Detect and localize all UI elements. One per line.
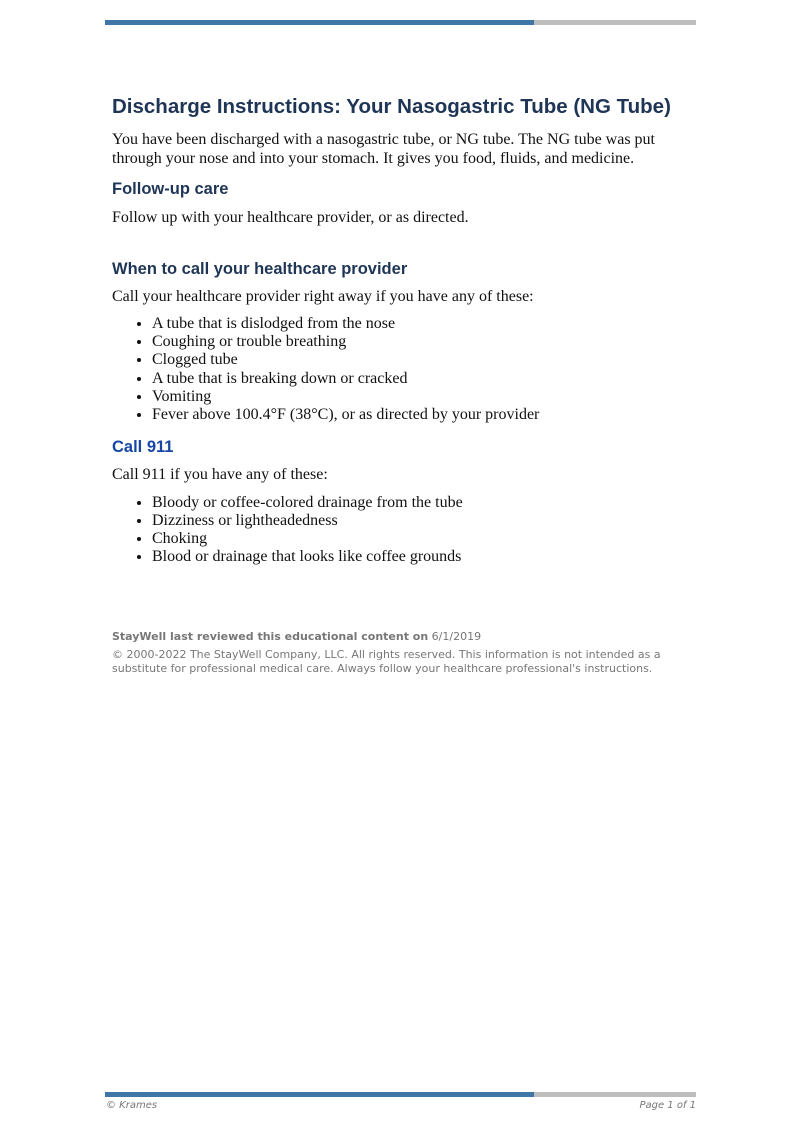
list-item: • Coughing or trouble breathing: [152, 333, 692, 351]
section-when-to-call: [112, 258, 692, 425]
section-heading-urgent: Call 911: [112, 438, 174, 457]
list-item: • A tube that is breaking down or cracked: [152, 370, 692, 388]
content-footer-note: [112, 630, 692, 676]
publisher-credit: © Krames: [106, 1100, 158, 1111]
review-label: StayWell last reviewed this educational content on: [112, 630, 429, 643]
review-date: 6/1/2019: [431, 630, 482, 643]
list-item: • Fever above 100.4°F (38°C), or as directed by your provider: [152, 406, 692, 424]
footer-bar-gray-segment: [534, 1092, 696, 1097]
list-item: • Dizziness or lightheadedness: [152, 512, 692, 530]
header-bar-blue-segment: [105, 20, 534, 25]
list-item: • Vomiting: [152, 388, 692, 406]
copyright-notice: © 2000-2022 The StayWell Company, LLC. All rights reserved. This information is not intended as a substitute for professional medical care. Always follow your healthcare professional's instructions.: [112, 648, 661, 675]
section-heading: Follow-up care: [112, 180, 229, 198]
header-bar-gray-segment: [534, 20, 696, 25]
page-footer: [106, 1100, 696, 1111]
page-number: Page 1 of 1: [639, 1100, 696, 1111]
bottom-footer-bar: [105, 1092, 696, 1097]
section-heading: When to call your healthcare provider: [112, 259, 408, 278]
emergency-symptom-list: [112, 494, 692, 567]
symptom-list: [112, 315, 692, 424]
document-content: [112, 93, 692, 567]
list-item: • Clogged tube: [152, 351, 692, 369]
section-follow-up-care: [112, 178, 692, 228]
section-call-911: [112, 436, 692, 566]
section-body: Call your healthcare provider right away if you have any of these:: [112, 287, 534, 305]
intro-paragraph: You have been discharged with a nasogastric tube, or NG tube. The NG tube was put through your nose and into your stomach. It gives you food, fluids, and medicine.: [112, 131, 655, 167]
section-body: Follow up with your healthcare provider, or as directed.: [112, 209, 469, 226]
list-item: • A tube that is dislodged from the nose: [152, 315, 692, 333]
list-item: • Choking: [152, 530, 692, 548]
footer-bar-blue-segment: [105, 1092, 534, 1097]
list-item: • Bloody or coffee-colored drainage from the tube: [152, 494, 692, 512]
top-header-bar: [105, 20, 696, 25]
list-item: • Blood or drainage that looks like coffee grounds: [152, 548, 692, 566]
page-title: Discharge Instructions: Your Nasogastric Tube (NG Tube): [112, 95, 671, 118]
review-line: [112, 630, 692, 644]
section-body: Call 911 if you have any of these:: [112, 466, 328, 484]
